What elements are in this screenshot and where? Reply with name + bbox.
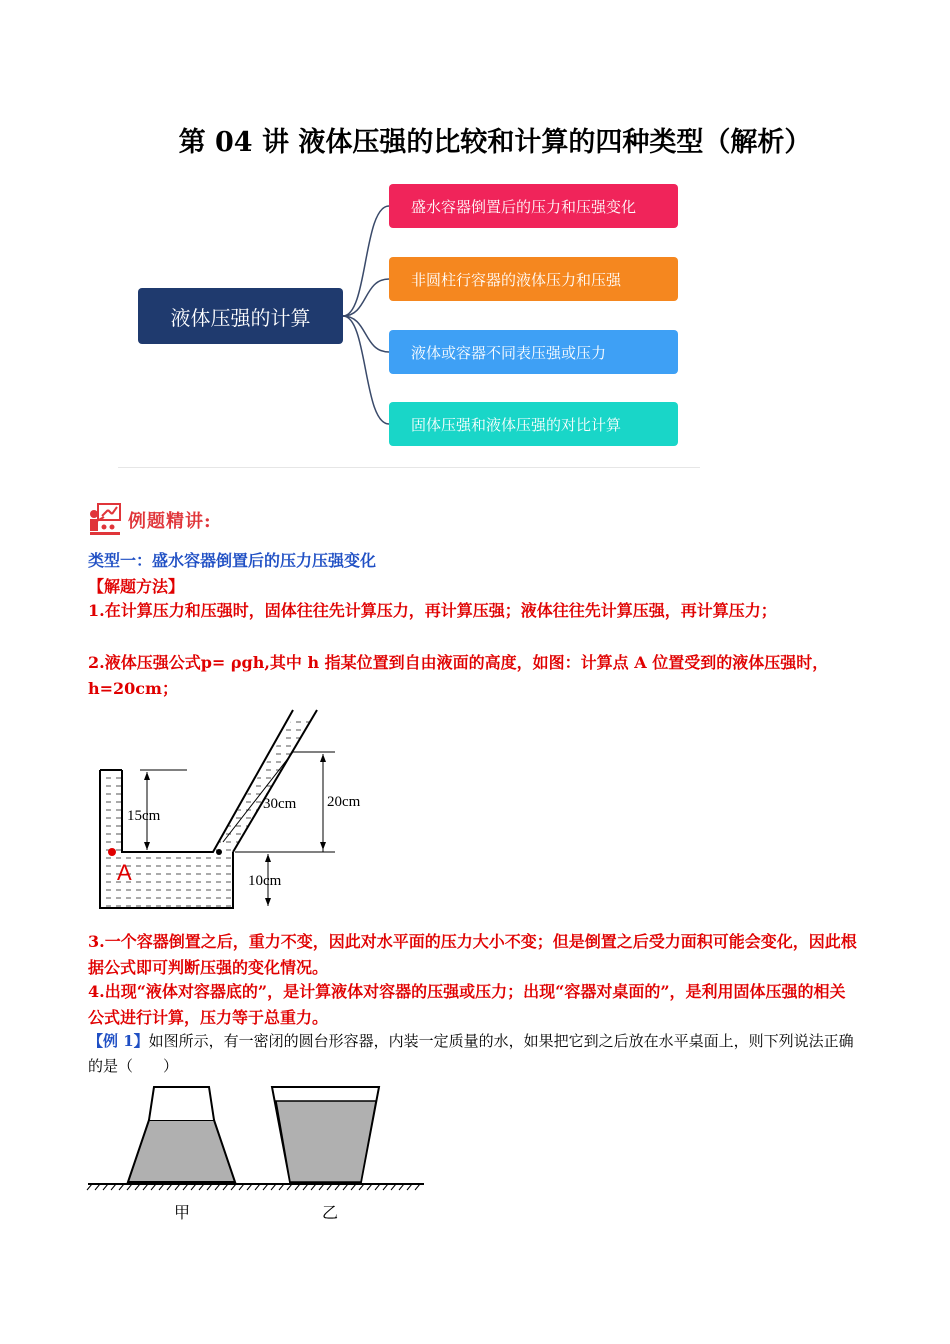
label-15cm: 15cm — [127, 808, 161, 824]
mind-map-node-2: 非圆柱行容器的液体压力和压强 — [389, 257, 678, 301]
type1-heading: 类型一：盛水容器倒置后的压力压强变化 — [88, 551, 377, 570]
mind-map-node-3: 液体或容器不同表压强或压力 — [389, 330, 678, 374]
label-point-a: A — [117, 860, 132, 885]
point-3: 3.一个容器倒置之后，重力不变，因此对水平面的压力大小不变；但是倒置之后受力面积可能会变化，因此根据公式即可判断压强的变化情况。 — [88, 932, 857, 977]
mind-map-root: 液体压强的计算 — [138, 288, 343, 344]
example-1-tag: 【例 1】 — [88, 1032, 149, 1050]
point-4: 4.出现“液体对容器底的”，是计算液体对容器的压强或压力；出现“容器对桌面的”，是利用固体压强的相关公式进行计算，压力等于总重力。 — [88, 982, 846, 1027]
point-1: 1.在计算压力和压强时，固体往往先计算压力，再计算压强；液体往往先计算压强，再计算压力； — [88, 601, 777, 620]
label-yi: 乙 — [322, 1203, 339, 1222]
example-1 — [88, 1029, 868, 1079]
connector-3 — [343, 316, 389, 352]
point-2: 2.液体压强公式p= ρgh,其中 h 指某位置到自由液面的高度，如图：计算点 A 位置受到的液体压强时，h=20cm； — [88, 653, 829, 698]
mind-map-node-4: 固体压强和液体压强的对比计算 — [389, 402, 678, 446]
method-heading: 【解题方法】 — [88, 577, 185, 596]
teacher-icon — [88, 502, 122, 538]
figure-frustum-containers — [86, 1084, 426, 1224]
section-header — [88, 500, 212, 540]
label-jia: 甲 — [174, 1203, 191, 1222]
example-1-text: 如图所示，有一密闭的圆台形容器，内装一定质量的水，如果把它到之后放在水平桌面上，则下列说法正确的是（ ） — [88, 1032, 854, 1075]
section-label: 例题精讲: — [128, 511, 212, 532]
label-30cm: 30cm — [263, 796, 297, 812]
connector-1 — [343, 206, 389, 316]
label-20cm: 20cm — [327, 794, 361, 810]
mind-map-node-1: 盛水容器倒置后的压力和压强变化 — [389, 184, 678, 228]
label-10cm: 10cm — [248, 873, 282, 889]
connector-4 — [343, 316, 389, 424]
figure-pressure-container — [95, 702, 365, 914]
connector-2 — [343, 279, 389, 316]
mind-map — [118, 162, 700, 468]
page-title: 第 04 讲 液体压强的比较和计算的四种类型（解析） — [178, 127, 812, 158]
